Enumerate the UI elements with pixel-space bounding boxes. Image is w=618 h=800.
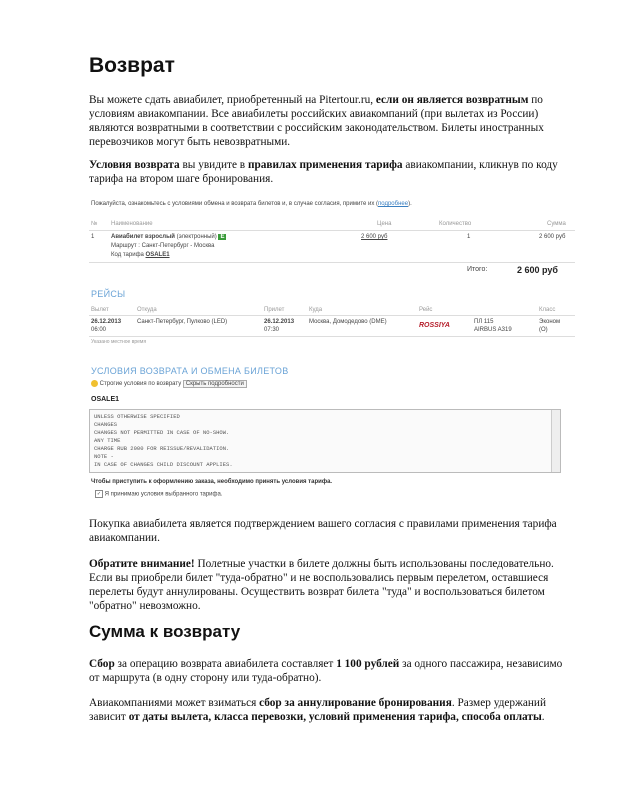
screenshot-intro: Пожалуйста, ознакомьтесь с условиями обмена и возврата билетов и, в случае согласия, примите их (подробнее).	[91, 201, 412, 207]
class-code: (O)	[539, 327, 548, 333]
hide-details-button[interactable]: Скрыть подробности	[183, 380, 247, 388]
total-value: 2 600 руб	[517, 265, 558, 275]
dep-time: 06:00	[91, 327, 107, 333]
strict-rules-row: Строгие условия по возврату Скрыть подробности	[91, 380, 247, 387]
purchase-paragraph: Покупка авиабилета является подтверждением вашего согласия с правилами применения тарифа авиакомпании.	[89, 518, 557, 544]
route: Маршрут : Санкт-Петербург - Москва	[111, 243, 215, 249]
warning-icon	[91, 380, 98, 387]
fee-paragraph: Сбор за операцию возврата авиабилета составляет 1 100 рублей за одного пассажира, независимо от маршрута (в одну сторону или туда-обратно).	[89, 658, 563, 684]
flight-number: ПЛ 115	[474, 319, 494, 325]
flights-title: РЕЙСЫ	[91, 289, 126, 299]
rules-line: ANY TIME	[94, 437, 121, 444]
fare-code-row: Код тарифа OSALE1	[111, 252, 170, 258]
total-label: Итого:	[467, 266, 488, 273]
col-header-price: Цена	[377, 221, 392, 227]
booking-screenshot	[89, 193, 575, 505]
divider	[89, 262, 575, 263]
rules-line: NOTE -	[94, 453, 114, 460]
dep-date: 26.12.2013	[91, 319, 122, 325]
accept-row: ✓ Я принимаю условия выбранного тарифа.	[96, 491, 223, 498]
from-airport: Санкт-Петербург, Пулково (LED)	[137, 319, 228, 325]
flight-header-arr: Прилет	[264, 307, 285, 313]
rules-line: CHANGES	[94, 421, 118, 428]
rules-line: CHANGES NOT PERMITTED IN CASE OF NO-SHOW.	[94, 429, 230, 436]
arr-time: 07:30	[264, 327, 280, 333]
col-header-qty: Количество	[439, 221, 472, 227]
rules-line: CHARGE RUB 2000 FOR REISSUE/REVALIDATION.	[94, 445, 230, 452]
details-link[interactable]: подробнее	[378, 201, 409, 207]
row-num: 1	[91, 234, 95, 240]
fare-code-title: OSALE1	[91, 396, 120, 403]
class: Эконом	[539, 319, 561, 325]
accept-note: Чтобы приступить к оформлению заказа, необходимо принять условия тарифа.	[91, 479, 333, 485]
fare-rules-textarea[interactable]	[89, 409, 561, 473]
flight-header-class: Класс	[539, 307, 556, 313]
notice-paragraph: Обратите внимание! Полетные участки в билете должны быть использованы последовательно. Если вы приобрели билет "туда-обратно" и не воспользовались первым перелетом, оставшиеся перелеты будут аннулированы. Осуществить возврат билета "туда" и воспользоваться билетом "обратно" невозможно.	[89, 558, 554, 612]
row-qty: 1	[467, 234, 471, 240]
row-sum: 2 600 руб	[539, 234, 566, 240]
divider	[89, 230, 575, 231]
page-title: Возврат	[89, 54, 175, 77]
intro-paragraph: Вы можете сдать авиабилет, приобретенный на Pitertour.ru, если он является возвратным по условиям авиакомпании. Все авиабилеты российских авиакомпаний (при вылетах из России) являются возвратными в соответствии с российским законодательством. Билеты иностранных перевозчиков могут быть невозвратными.	[89, 94, 544, 148]
refund-amount-title: Сумма к возврату	[89, 622, 241, 641]
arr-date: 26.12.2013	[264, 319, 295, 325]
col-header-name: Наименование	[111, 221, 153, 227]
local-time-note: Указано местное время	[91, 339, 147, 345]
ticket-name: Авиабилет взрослый (электронный) E	[111, 234, 225, 240]
divider	[89, 336, 575, 337]
flight-header-dep: Вылет	[91, 307, 109, 313]
accept-checkbox[interactable]: ✓	[96, 491, 102, 497]
row-price: 2 600 руб	[361, 234, 388, 240]
divider	[89, 315, 575, 316]
to-airport: Москва, Домодедово (DME)	[309, 319, 387, 325]
aircraft: AIRBUS A319	[474, 327, 512, 333]
rules-line: IN CASE OF CHANGES CHILD DISCOUNT APPLIES.	[94, 461, 233, 468]
flight-header-from: Откуда	[137, 307, 157, 313]
rules-line: UNLESS OTHERWISE SPECIFIED	[94, 413, 180, 420]
flight-header-flight: Рейс	[419, 307, 433, 313]
conditions-paragraph: Условия возврата вы увидите в правилах применения тарифа авиакомпании, кликнув по коду тарифа на втором шаге бронирования.	[89, 159, 558, 185]
cancellation-paragraph: Авиакомпаниями может взиматься сбор за аннулирование бронирования. Размер удержаний зависит от даты вылета, класса перевозки, условий применения тарифа, способа оплаты.	[89, 697, 546, 723]
rules-title: УСЛОВИЯ ВОЗВРАТА И ОБМЕНА БИЛЕТОВ	[91, 366, 289, 376]
flight-header-to: Куда	[309, 307, 323, 313]
col-header-sum: Сумма	[547, 221, 566, 227]
e-ticket-badge: E	[220, 234, 225, 240]
rules-scrollbar[interactable]	[551, 410, 560, 472]
col-header-num: №	[91, 221, 98, 227]
airline-logo: ROSSIYA	[419, 322, 450, 329]
fare-code-link[interactable]: OSALE1	[145, 252, 170, 258]
